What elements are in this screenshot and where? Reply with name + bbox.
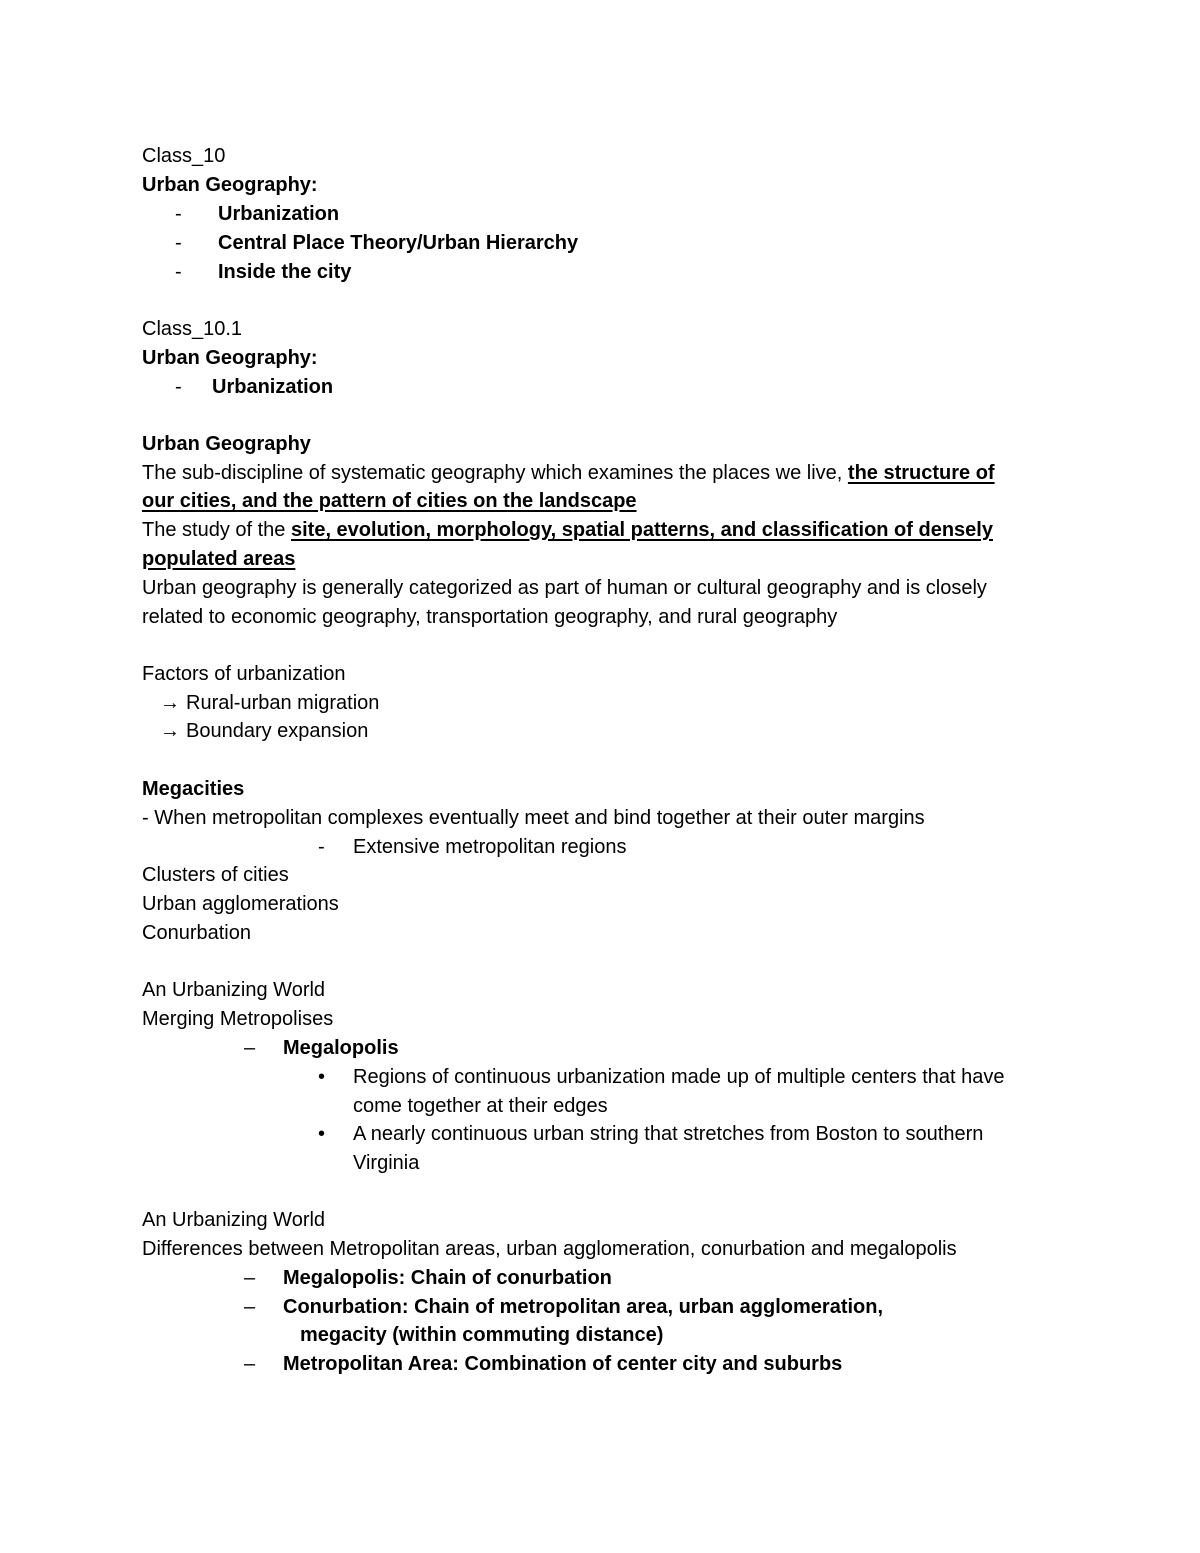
megacities-term: Conurbation	[142, 922, 251, 944]
class10-item: Inside the city	[218, 261, 352, 283]
definition-emphasis: our cities, and the pattern of cities on the landscape	[142, 490, 637, 512]
study-emphasis: site, evolution, morphology, spatial patterns, and classification of densely	[290, 519, 993, 541]
factor-item: Rural-urban migration	[186, 692, 380, 714]
megacities-heading: Megacities	[142, 778, 245, 800]
megacities-term: Clusters of cities	[142, 864, 289, 886]
dash-marker: -	[175, 232, 182, 254]
en-dash-marker: –	[244, 1037, 256, 1059]
dash-marker: -	[318, 836, 325, 858]
megalopolis-bullet: Regions of continuous urbanization made up of multiple centers that have	[353, 1066, 1005, 1088]
differences-heading: Differences between Metropolitan areas, urban agglomeration, conurbation and megalopolis	[142, 1238, 957, 1260]
merging-metropolises-heading: Merging Metropolises	[142, 1008, 334, 1030]
megalopolis-bullet-continued: Virginia	[353, 1152, 420, 1174]
definition-text: The sub-discipline of systematic geography which examines the places we live,	[142, 462, 848, 484]
difference-item: Conurbation: Chain of metropolitan area, urban agglomeration,	[283, 1296, 884, 1318]
class10-item: Central Place Theory/Urban Hierarchy	[218, 232, 579, 254]
urban-geography-heading: Urban Geography	[142, 433, 311, 455]
class10-1-title: Class_10.1	[142, 318, 243, 340]
class10-title: Class_10	[142, 145, 226, 167]
factors-heading: Factors of urbanization	[142, 663, 346, 685]
megacities-term: Urban agglomerations	[142, 893, 339, 915]
difference-item-continued: megacity (within commuting distance)	[300, 1324, 664, 1346]
class10-heading: Urban Geography:	[142, 174, 318, 196]
en-dash-marker: –	[244, 1296, 256, 1318]
definition-line	[142, 461, 995, 485]
category-text: Urban geography is generally categorized as part of human or cultural geography and is closely	[142, 577, 987, 599]
class10-item: Urbanization	[218, 203, 340, 225]
bullet-marker: •	[318, 1123, 326, 1145]
factor-item: Boundary expansion	[186, 720, 369, 742]
bullet-marker: •	[318, 1066, 326, 1088]
urbanizing-world-heading: An Urbanizing World	[142, 1209, 326, 1231]
category-text: related to economic geography, transportation geography, and rural geography	[142, 606, 838, 628]
megalopolis-item: Megalopolis	[283, 1037, 399, 1059]
definition-emphasis: the structure of	[847, 462, 995, 484]
difference-item: Megalopolis: Chain of conurbation	[283, 1267, 612, 1289]
dash-marker: -	[175, 203, 182, 225]
class10-1-heading: Urban Geography:	[142, 347, 318, 369]
en-dash-marker: –	[244, 1267, 256, 1289]
megalopolis-bullet: A nearly continuous urban string that stretches from Boston to southern	[353, 1123, 984, 1145]
urbanizing-world-heading: An Urbanizing World	[142, 979, 326, 1001]
arrow-right-icon: →	[160, 720, 180, 742]
dash-marker: -	[175, 261, 182, 283]
megalopolis-bullet-continued: come together at their edges	[353, 1095, 608, 1117]
class10-1-item: Urbanization	[212, 376, 334, 398]
megacities-sub-item: Extensive metropolitan regions	[353, 836, 627, 858]
arrow-right-icon: →	[160, 692, 180, 714]
megacities-description: - When metropolitan complexes eventually meet and bind together at their outer margins	[142, 807, 925, 829]
en-dash-marker: –	[244, 1353, 256, 1375]
study-line	[142, 518, 993, 542]
dash-marker: -	[175, 376, 182, 398]
difference-item: Metropolitan Area: Combination of center city and suburbs	[283, 1353, 843, 1375]
study-emphasis: populated areas	[142, 548, 296, 570]
study-text: The study of the	[142, 519, 291, 541]
